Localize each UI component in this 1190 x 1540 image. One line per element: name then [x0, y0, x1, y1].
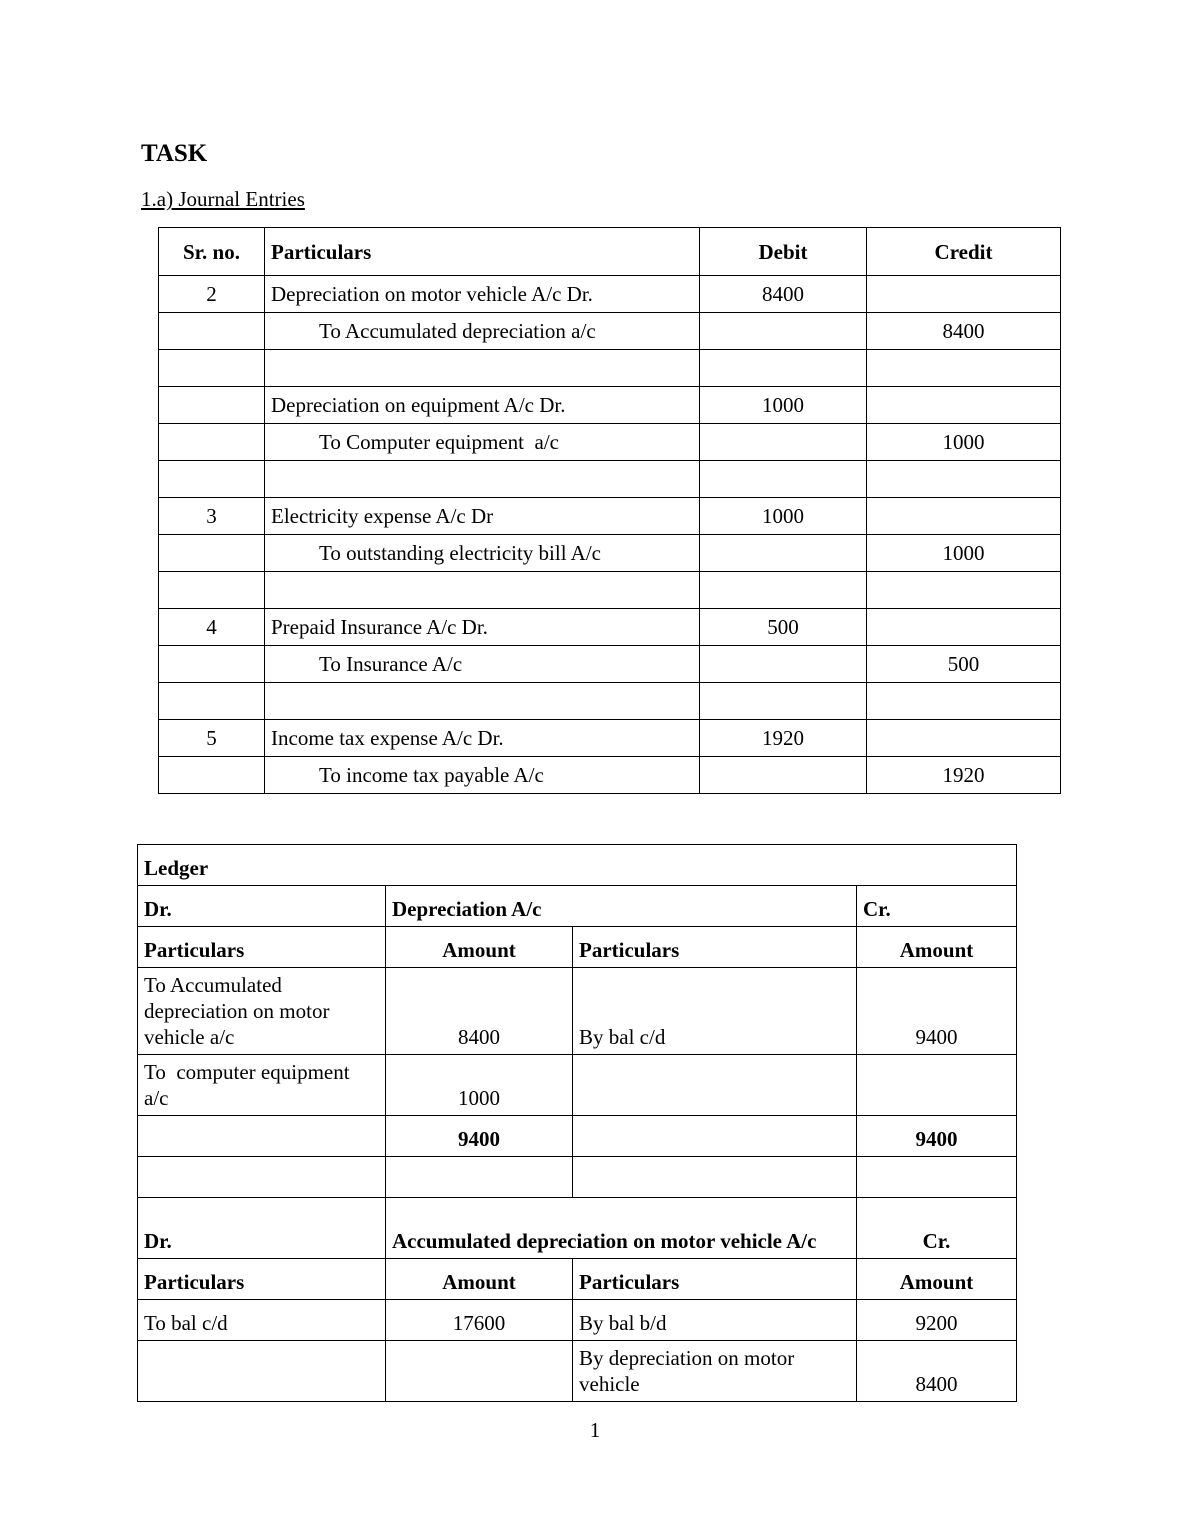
cell-particulars: Electricity expense A/c Dr	[265, 498, 700, 535]
empty-cell	[138, 1116, 386, 1157]
cell-particulars	[265, 572, 700, 609]
cell-sr	[159, 535, 265, 572]
cell-debit	[700, 572, 867, 609]
header-particulars: Particulars	[265, 228, 700, 276]
cell-debit	[700, 646, 867, 683]
ledger-row	[138, 968, 1017, 1055]
table-header-row	[159, 228, 1061, 276]
empty-cell	[857, 1157, 1017, 1198]
cell-particulars: Depreciation on equipment A/c Dr.	[265, 387, 700, 424]
header-debit: Debit	[700, 228, 867, 276]
cell-sr	[159, 572, 265, 609]
table-row	[159, 313, 1061, 350]
empty-cell	[573, 1157, 857, 1198]
header-particulars: Particulars	[573, 927, 857, 968]
cell-sr: 2	[159, 276, 265, 313]
cell-debit	[700, 461, 867, 498]
cr-particulars	[573, 1055, 857, 1116]
cr-particulars: By depreciation on motor vehicle	[573, 1341, 857, 1402]
dr-amount: 1000	[386, 1055, 573, 1116]
cell-credit: 500	[867, 646, 1061, 683]
cell-particulars: To Computer equipment a/c	[265, 424, 700, 461]
cell-particulars: To income tax payable A/c	[265, 757, 700, 794]
cr-particulars: By bal c/d	[573, 968, 857, 1055]
cell-particulars: Prepaid Insurance A/c Dr.	[265, 609, 700, 646]
table-row	[159, 276, 1061, 313]
cell-debit	[700, 424, 867, 461]
table-row	[159, 646, 1061, 683]
cell-sr	[159, 313, 265, 350]
dr-amount	[386, 1341, 573, 1402]
cell-sr	[159, 424, 265, 461]
empty-cell	[138, 1157, 386, 1198]
cell-credit: 1000	[867, 535, 1061, 572]
table-row	[159, 609, 1061, 646]
cell-particulars: To Insurance A/c	[265, 646, 700, 683]
cell-sr	[159, 646, 265, 683]
section-heading: 1.a) Journal Entries	[141, 187, 305, 211]
cell-particulars: To Accumulated depreciation a/c	[265, 313, 700, 350]
dr-particulars: To Accumulated depreciation on motor vehicle a/c	[138, 968, 386, 1055]
ledger-row	[138, 1341, 1017, 1402]
table-row	[159, 461, 1061, 498]
cr-amount: 9400	[857, 968, 1017, 1055]
cr-amount: 9200	[857, 1300, 1017, 1341]
ledger-row	[138, 1300, 1017, 1341]
table-row	[159, 683, 1061, 720]
cell-particulars: Depreciation on motor vehicle A/c Dr.	[265, 276, 700, 313]
cell-particulars: Income tax expense A/c Dr.	[265, 720, 700, 757]
ledger-row	[138, 1055, 1017, 1116]
ledger-table	[137, 844, 1017, 1402]
cell-sr	[159, 683, 265, 720]
dr-particulars	[138, 1341, 386, 1402]
empty-cell	[573, 1116, 857, 1157]
header-sr-no: Sr. no.	[159, 228, 265, 276]
cell-sr	[159, 387, 265, 424]
account-name: Accumulated depreciation on motor vehicle A/c	[386, 1198, 857, 1259]
cell-credit	[867, 276, 1061, 313]
cell-debit: 500	[700, 609, 867, 646]
cell-debit: 1920	[700, 720, 867, 757]
cell-particulars	[265, 683, 700, 720]
table-row	[159, 350, 1061, 387]
ledger-column-header-row	[138, 1259, 1017, 1300]
header-particulars: Particulars	[138, 1259, 386, 1300]
table-row	[159, 720, 1061, 757]
cell-debit	[700, 683, 867, 720]
cell-debit	[700, 350, 867, 387]
cr-particulars: By bal b/d	[573, 1300, 857, 1341]
header-particulars: Particulars	[138, 927, 386, 968]
cell-credit	[867, 572, 1061, 609]
cell-debit	[700, 535, 867, 572]
total-cr: 9400	[857, 1116, 1017, 1157]
cell-sr: 3	[159, 498, 265, 535]
cell-debit: 8400	[700, 276, 867, 313]
header-amount: Amount	[386, 1259, 573, 1300]
cell-sr	[159, 461, 265, 498]
ledger-total-row	[138, 1116, 1017, 1157]
header-particulars: Particulars	[573, 1259, 857, 1300]
cell-credit: 8400	[867, 313, 1061, 350]
journal-table	[158, 227, 1061, 794]
cell-credit	[867, 720, 1061, 757]
table-row	[159, 535, 1061, 572]
cell-debit	[700, 757, 867, 794]
ledger-title: Ledger	[138, 845, 1017, 886]
cell-sr	[159, 757, 265, 794]
cr-amount: 8400	[857, 1341, 1017, 1402]
total-dr: 9400	[386, 1116, 573, 1157]
account-name: Depreciation A/c	[386, 886, 857, 927]
cell-credit: 1920	[867, 757, 1061, 794]
table-row	[159, 572, 1061, 609]
dr-label: Dr.	[138, 886, 386, 927]
table-row	[159, 498, 1061, 535]
cr-label: Cr.	[857, 886, 1017, 927]
cr-label: Cr.	[857, 1198, 1017, 1259]
table-row	[159, 424, 1061, 461]
cell-particulars: To outstanding electricity bill A/c	[265, 535, 700, 572]
ledger-column-header-row	[138, 927, 1017, 968]
cell-particulars	[265, 350, 700, 387]
cell-credit	[867, 498, 1061, 535]
cell-credit	[867, 350, 1061, 387]
dr-amount: 17600	[386, 1300, 573, 1341]
cell-credit: 1000	[867, 424, 1061, 461]
account-header-row	[138, 1198, 1017, 1259]
dr-particulars: To computer equipment a/c	[138, 1055, 386, 1116]
ledger-title-row	[138, 845, 1017, 886]
cell-sr: 4	[159, 609, 265, 646]
header-amount: Amount	[857, 927, 1017, 968]
cell-credit	[867, 461, 1061, 498]
ledger-empty-row	[138, 1157, 1017, 1198]
cell-particulars	[265, 461, 700, 498]
table-row	[159, 387, 1061, 424]
table-row	[159, 757, 1061, 794]
header-credit: Credit	[867, 228, 1061, 276]
cell-debit: 1000	[700, 387, 867, 424]
cell-debit	[700, 313, 867, 350]
header-amount: Amount	[857, 1259, 1017, 1300]
cr-amount	[857, 1055, 1017, 1116]
empty-cell	[386, 1157, 573, 1198]
cell-credit	[867, 683, 1061, 720]
cell-sr: 5	[159, 720, 265, 757]
dr-particulars: To bal c/d	[138, 1300, 386, 1341]
page-number: 1	[589, 1418, 601, 1442]
cell-debit: 1000	[700, 498, 867, 535]
header-amount: Amount	[386, 927, 573, 968]
cell-credit	[867, 609, 1061, 646]
page-title: TASK	[141, 140, 208, 167]
dr-amount: 8400	[386, 968, 573, 1055]
cell-sr	[159, 350, 265, 387]
account-header-row	[138, 886, 1017, 927]
dr-label: Dr.	[138, 1198, 386, 1259]
cell-credit	[867, 387, 1061, 424]
